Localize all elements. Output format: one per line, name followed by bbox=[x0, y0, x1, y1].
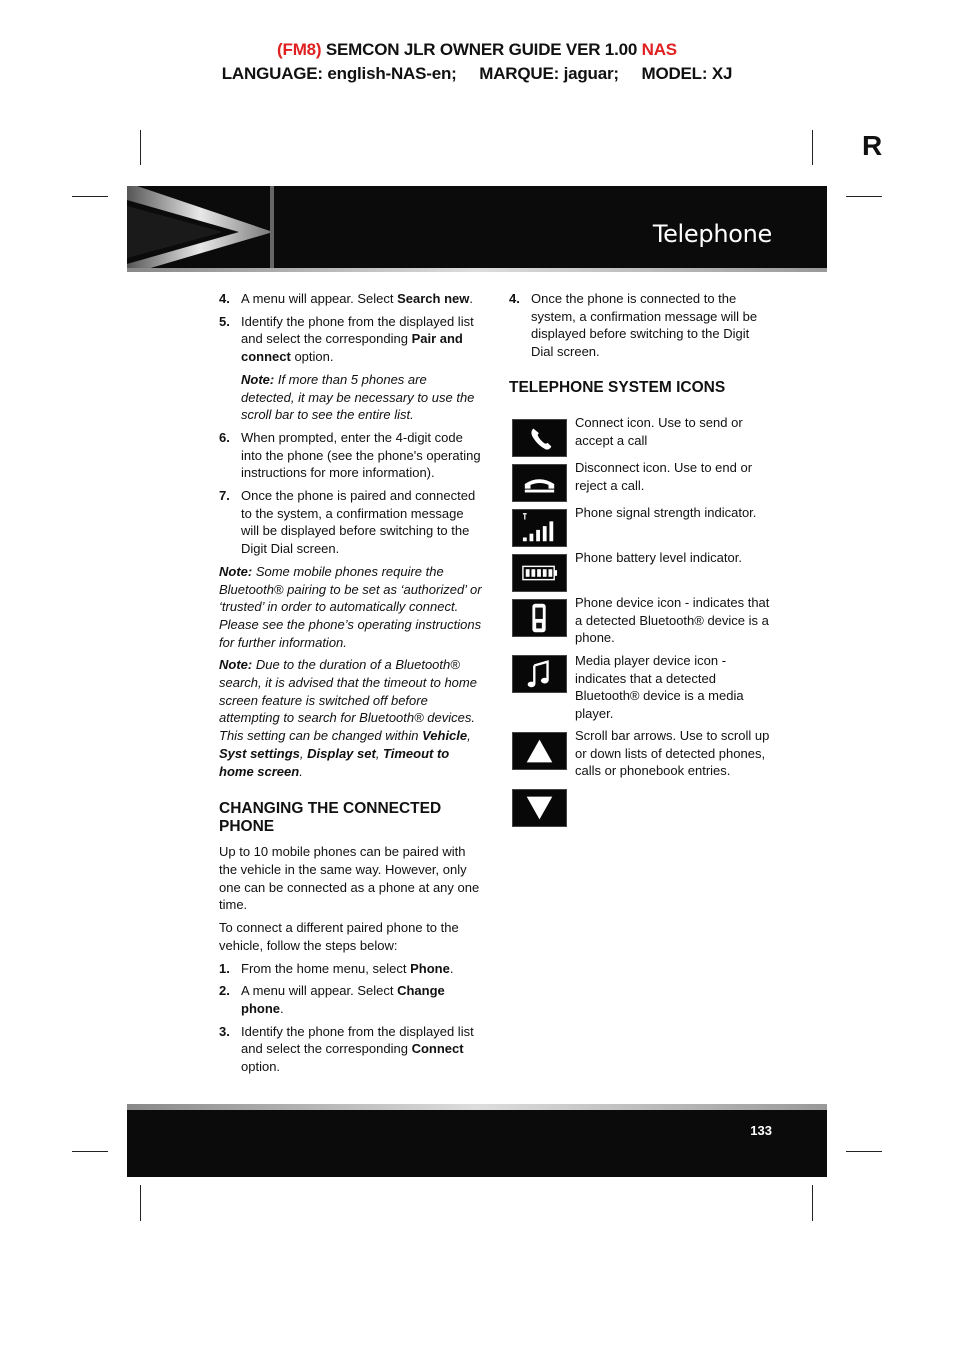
step-4 bbox=[219, 290, 483, 308]
header-code: (FM8) bbox=[277, 40, 322, 59]
step-number: 3. bbox=[219, 1023, 230, 1039]
step-number: 4. bbox=[509, 291, 520, 306]
step-bold: Phone bbox=[410, 960, 450, 976]
connect-icon-description: Connect icon. Use to send or accept a call bbox=[575, 415, 743, 448]
step-number: 2. bbox=[219, 983, 230, 999]
header-title: SEMCON JLR OWNER GUIDE VER 1.00 bbox=[325, 40, 638, 59]
menu-path-vehicle: Vehicle bbox=[422, 728, 468, 744]
media-player-icon bbox=[512, 655, 567, 693]
header-line-1 bbox=[0, 38, 954, 62]
crop-mark bbox=[812, 130, 813, 165]
side-marker: R bbox=[862, 130, 883, 161]
battery-level-icon bbox=[512, 554, 567, 592]
step-end: . bbox=[280, 1000, 284, 1016]
scroll-up-arrow-icon bbox=[512, 732, 567, 770]
battery-description: Phone battery level indicator. bbox=[575, 550, 742, 565]
scroll-arrows-description: Scroll bar arrows. Use to scroll up or down lists of detected phones, calls or phonebook entries. bbox=[575, 728, 770, 779]
step-7 bbox=[219, 487, 483, 558]
note-text: If more than 5 phones are detected, it may be necessary to use the scroll bar to see the entire list. bbox=[241, 371, 475, 423]
crop-mark bbox=[72, 196, 108, 197]
step-text: When prompted, enter the 4-digit code into the phone (see the phone's operating instructions for more information). bbox=[241, 429, 481, 481]
change-step-3 bbox=[219, 1023, 483, 1076]
crop-mark bbox=[72, 1151, 108, 1152]
step-number: 5. bbox=[219, 313, 230, 329]
document-header bbox=[0, 38, 954, 86]
header-line-2: LANGUAGE: english-NAS-en; MARQUE: jaguar; MODEL: XJ bbox=[221, 64, 733, 83]
left-column bbox=[219, 290, 483, 1081]
crop-mark bbox=[140, 130, 141, 165]
phone-device-icon bbox=[512, 599, 567, 637]
separator: , bbox=[375, 745, 384, 761]
step-number: 7. bbox=[219, 488, 230, 504]
step-bold: Pair and connect bbox=[241, 331, 463, 365]
section-banner bbox=[127, 186, 827, 272]
note-text: Due to the duration of a Bluetooth® search, it is advised that the timeout to home screen feature is switched off before attempting to search for Bluetooth® devices. This setting can be changed within bbox=[219, 657, 477, 744]
note-label: Note: bbox=[219, 657, 253, 673]
step-text: A menu will appear. Select bbox=[241, 983, 398, 999]
step-number: 4. bbox=[219, 291, 230, 306]
step-end: option. bbox=[241, 1059, 281, 1075]
chevron-graphic bbox=[127, 186, 277, 272]
right-column bbox=[509, 290, 771, 404]
step-4-connected bbox=[509, 290, 771, 361]
disconnect-call-icon bbox=[512, 464, 567, 502]
banner-divider bbox=[127, 268, 827, 272]
phone-device-description: Phone device icon - indicates that a detected Bluetooth® device is a phone. bbox=[575, 595, 770, 646]
note-end: . bbox=[299, 763, 303, 779]
page-footer bbox=[127, 1104, 827, 1177]
step-text: Once the phone is paired and connected to the system, a confirmation message will be displayed before switching to the Digit Dial screen. bbox=[241, 488, 476, 557]
change-step-2 bbox=[219, 982, 483, 1017]
disconnect-icon-description: Disconnect icon. Use to end or reject a call. bbox=[575, 460, 753, 493]
step-number: 1. bbox=[219, 960, 230, 976]
note-label: Note: bbox=[241, 371, 275, 387]
step-bold: Search new bbox=[397, 291, 470, 306]
note-text: Some mobile phones require the Bluetooth® pairing to be set as ‘authorized’ or ‘trusted’ in order to automatically connect. Please see the phone’s operating instructions for further information. bbox=[219, 563, 482, 650]
crop-mark bbox=[846, 1151, 882, 1152]
scroll-down-arrow-icon bbox=[512, 789, 567, 827]
crop-mark bbox=[846, 196, 882, 197]
page-number: 133 bbox=[750, 1123, 772, 1138]
section-title: Telephone bbox=[652, 220, 772, 248]
step-text: Identify the phone from the displayed list and select the corresponding bbox=[241, 1023, 474, 1057]
step-text: Once the phone is connected to the system, a confirmation message will be displayed before switching to the Digit Dial screen. bbox=[531, 291, 758, 360]
step-bold: Connect bbox=[411, 1041, 464, 1057]
note-scroll bbox=[219, 371, 483, 424]
step-text: Identify the phone from the displayed list and select the corresponding bbox=[241, 313, 474, 347]
menu-path-timeout: Timeout to home screen bbox=[219, 745, 450, 779]
step-text: From the home menu, select bbox=[241, 960, 411, 976]
step-bold: Change phone bbox=[241, 983, 445, 1016]
header-region: NAS bbox=[641, 40, 677, 59]
heading-system-icons: TELEPHONE SYSTEM ICONS bbox=[509, 378, 726, 396]
crop-mark bbox=[140, 1185, 141, 1221]
connect-call-icon bbox=[512, 419, 567, 457]
step-end: . bbox=[449, 960, 454, 976]
paragraph: To connect a different paired phone to the vehicle, follow the steps below: bbox=[219, 920, 459, 953]
change-step-1 bbox=[219, 960, 483, 978]
note-label: Note: bbox=[219, 563, 253, 579]
separator: , bbox=[299, 745, 308, 761]
crop-mark bbox=[812, 1185, 813, 1221]
menu-path-display-set: Display set bbox=[307, 745, 376, 761]
paragraph: Up to 10 mobile phones can be paired with the vehicle in the same way. However, only one can be connected as a phone at any one time. bbox=[219, 844, 480, 913]
step-end: . bbox=[469, 291, 473, 306]
heading-changing-phone: CHANGING THE CONNECTED PHONE bbox=[219, 800, 442, 836]
note-authorized bbox=[219, 563, 483, 652]
step-5 bbox=[219, 313, 483, 366]
signal-strength-icon bbox=[512, 509, 567, 547]
media-player-description: Media player device icon - indicates that a detected Bluetooth® device is a media player. bbox=[575, 653, 744, 722]
step-text: A menu will appear. Select bbox=[241, 291, 398, 306]
footer-divider bbox=[127, 1104, 827, 1110]
step-number: 6. bbox=[219, 429, 230, 445]
separator: , bbox=[467, 728, 471, 744]
step-end: option. bbox=[290, 349, 334, 365]
signal-description: Phone signal strength indicator. bbox=[575, 505, 757, 520]
menu-path-syst-settings: Syst settings bbox=[219, 745, 300, 761]
note-timeout bbox=[219, 656, 483, 780]
step-6 bbox=[219, 429, 483, 482]
